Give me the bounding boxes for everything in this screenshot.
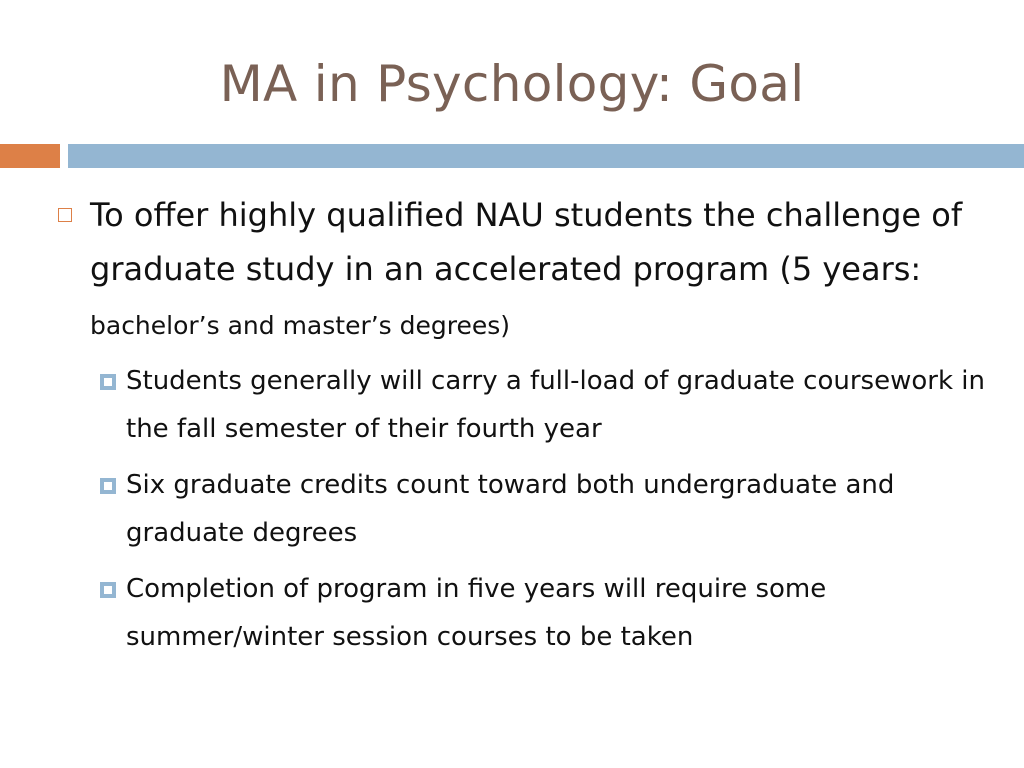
square-filled-bullet-icon (100, 478, 116, 494)
accent-bar-orange (0, 144, 60, 168)
main-bullet (56, 188, 996, 353)
square-filled-bullet-icon (100, 582, 116, 598)
slide-content (56, 188, 996, 669)
sub-bullet-text: Six graduate credits count toward both undergraduate and graduate degrees (126, 470, 895, 548)
sub-bullet (92, 461, 986, 557)
sub-bullet-text: Completion of program in five years will require some summer/winter session courses to be taken (126, 574, 827, 652)
square-outline-bullet-icon (58, 208, 72, 222)
accent-bar-blue (68, 144, 1024, 168)
slide-title: MA in Psychology: Goal (219, 55, 805, 113)
sub-bullet (92, 565, 986, 661)
sub-bullet (92, 357, 986, 453)
main-bullet-small-text: bachelor’s and master’s degrees) (90, 311, 511, 340)
sub-bullet-text: Students generally will carry a full-load of graduate coursework in the fall semester of their fourth year (126, 366, 985, 444)
square-filled-bullet-icon (100, 374, 116, 390)
main-bullet-text: To offer highly qualified NAU students the challenge of graduate study in an accelerated program (5 years: (90, 196, 963, 288)
